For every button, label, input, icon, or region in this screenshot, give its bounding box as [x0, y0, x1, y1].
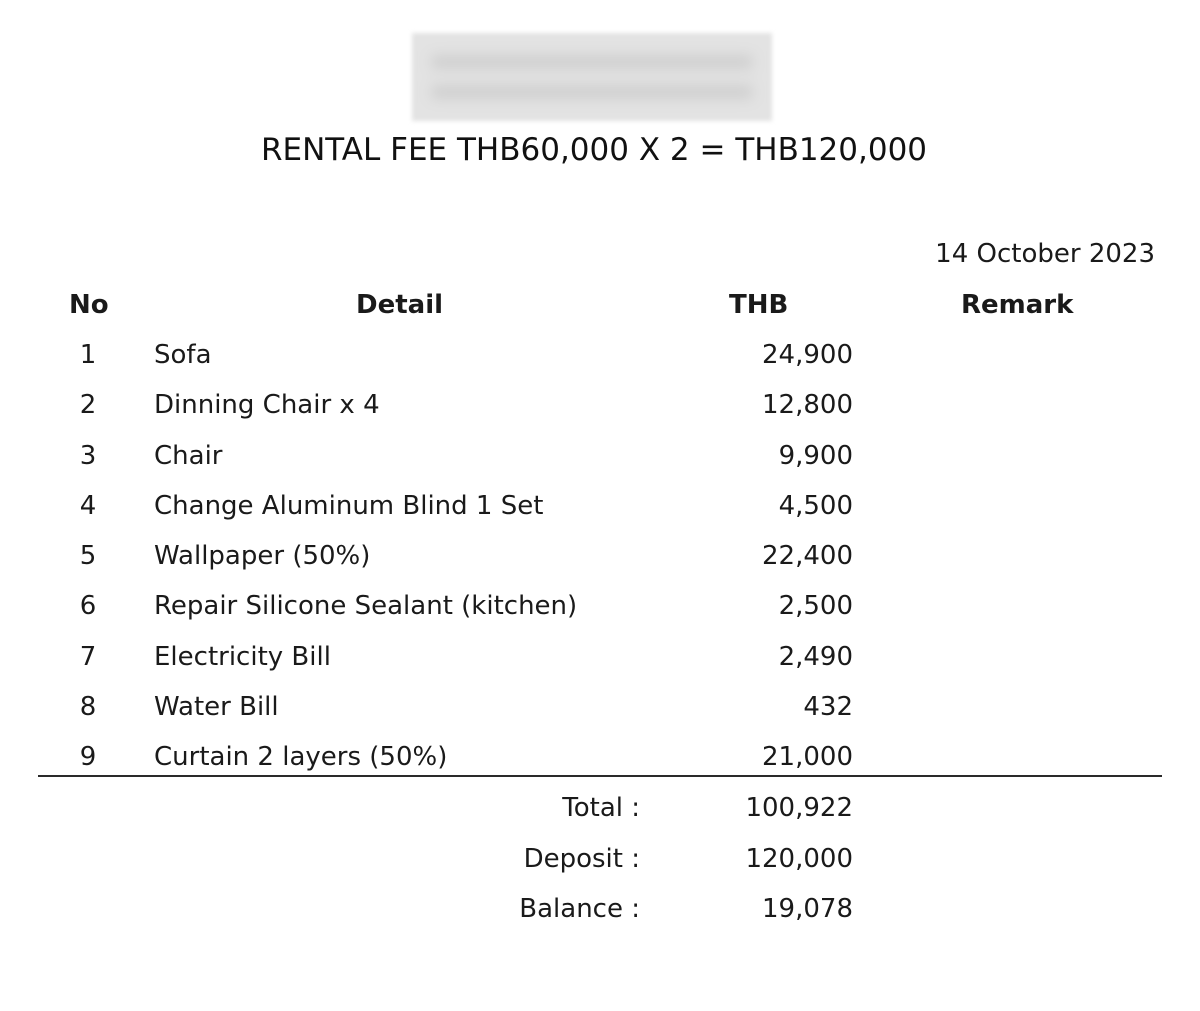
balance-label: Balance :	[519, 894, 640, 924]
row-number: 1	[79, 340, 97, 370]
table-row	[0, 538, 1200, 588]
row-detail: Repair Silicone Sealant (kitchen)	[154, 591, 578, 622]
row-detail: Change Aluminum Blind 1 Set	[154, 490, 544, 521]
row-amount: 9,900	[778, 440, 853, 471]
total-label: Total :	[562, 793, 640, 823]
column-header-remark: Remark	[961, 290, 1074, 320]
document-title: RENTAL FEE THB60,000 X 2 = THB120,000	[260, 132, 928, 168]
table-row	[0, 739, 1200, 789]
row-number: 7	[79, 641, 97, 672]
table-row	[0, 588, 1200, 638]
row-number: 3	[79, 440, 97, 471]
deposit-row	[0, 841, 1200, 892]
column-header-thb: THB	[729, 290, 789, 320]
redacted-header	[412, 33, 772, 121]
row-amount: 4,500	[778, 490, 853, 521]
row-amount: 12,800	[762, 390, 853, 421]
row-number: 4	[79, 490, 97, 521]
deposit-value: 120,000	[745, 843, 853, 874]
row-amount: 24,900	[762, 340, 853, 370]
table-row	[0, 488, 1200, 538]
row-amount: 22,400	[762, 541, 853, 572]
table-row	[0, 438, 1200, 488]
row-detail: Electricity Bill	[154, 641, 331, 672]
row-number: 2	[79, 390, 97, 421]
column-header-no: No	[69, 290, 109, 320]
row-number: 8	[79, 692, 97, 723]
table-row	[0, 639, 1200, 689]
document-date: 14 October 2023	[935, 239, 1155, 269]
row-amount: 2,490	[778, 641, 853, 672]
row-detail: Water Bill	[154, 692, 279, 723]
row-number: 5	[79, 541, 97, 572]
summary-block	[0, 790, 1200, 942]
row-detail: Curtain 2 layers (50%)	[154, 742, 448, 773]
table-row	[0, 689, 1200, 739]
balance-row	[0, 891, 1200, 942]
table-row	[0, 387, 1200, 437]
row-amount: 432	[803, 692, 853, 723]
table-divider	[38, 775, 1162, 777]
total-row	[0, 790, 1200, 841]
deposit-label: Deposit :	[523, 843, 640, 874]
column-header-detail: Detail	[356, 290, 444, 320]
row-number: 9	[79, 742, 97, 773]
total-value: 100,922	[745, 793, 853, 823]
row-number: 6	[79, 591, 97, 622]
row-detail: Chair	[154, 440, 223, 471]
balance-value: 19,078	[762, 894, 853, 924]
row-amount: 21,000	[762, 742, 853, 773]
items-table	[0, 337, 1200, 790]
row-detail: Dinning Chair x 4	[154, 390, 380, 421]
row-detail: Wallpaper (50%)	[154, 541, 371, 572]
row-amount: 2,500	[778, 591, 853, 622]
row-detail: Sofa	[154, 340, 212, 370]
table-row	[0, 337, 1200, 387]
